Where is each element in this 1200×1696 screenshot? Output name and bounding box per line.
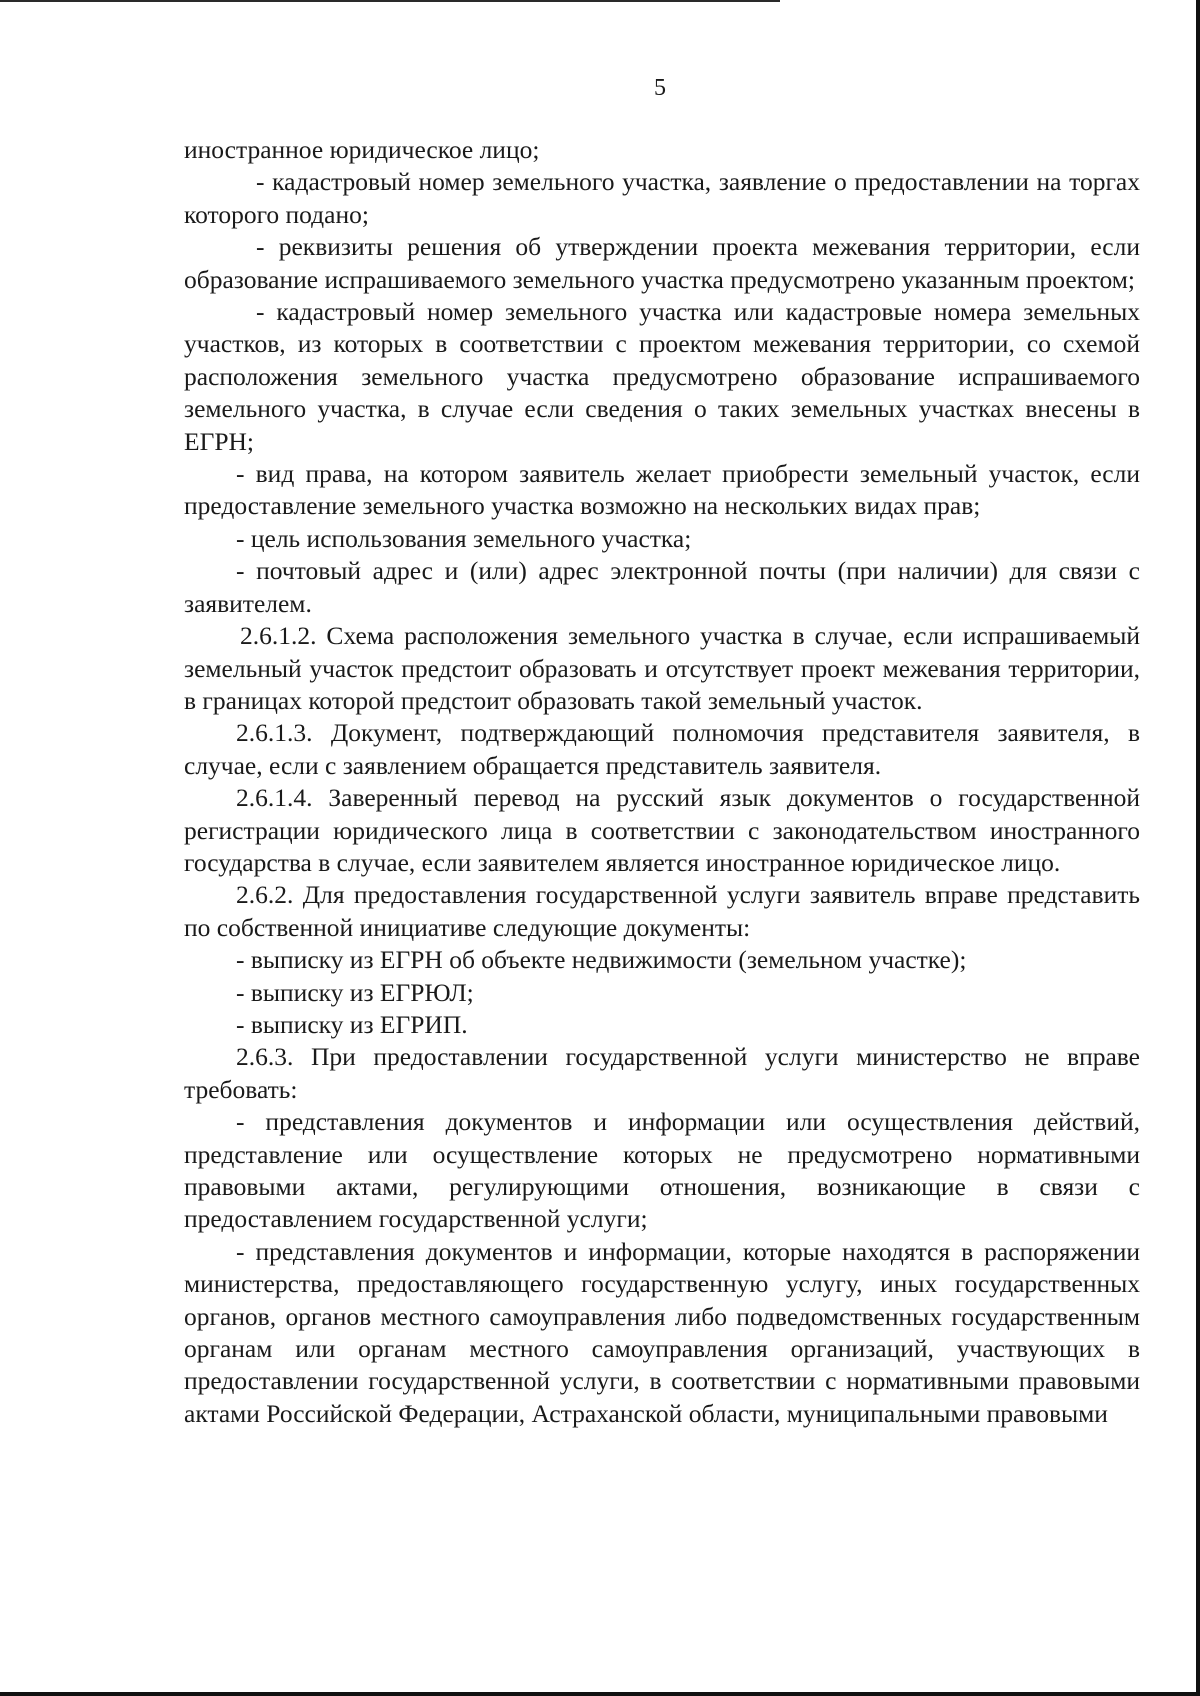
scan-edge-top	[0, 0, 780, 2]
list-item-egrip-extract: - выписку из ЕГРИП.	[236, 1009, 468, 1039]
scan-edge-right	[1196, 0, 1200, 1696]
page-number: 5	[654, 75, 666, 101]
list-item-egrul-extract: - выписку из ЕГРЮЛ;	[236, 977, 474, 1007]
clause-2-6-3: 2.6.3. При предоставлении государственной услуги министерство не вправе требовать:	[184, 1042, 1140, 1104]
clause-2-6-1-3: 2.6.1.3. Документ, подтверждающий полномочия представителя заявителя, в случае, если с заявлением обращается представитель заявителя.	[184, 718, 1140, 780]
list-item-survey-decision: - реквизиты решения об утверждении проекта межевания территории, если образование испрашиваемого земельного участка предусмотрено указанным проектом;	[184, 232, 1140, 294]
list-item-cadastral-number: - кадастровый номер земельного участка, заявление о предоставлении на торгах которого подано;	[184, 167, 1140, 229]
list-item-no-unlawful-documents: - представления документов и информации или осуществления действий, представление или осуществление которых не предусмотрено нормативными правовыми актами, регулирующими отношения, возникающие в связи с предоставлением государственной услуги;	[184, 1107, 1140, 1234]
list-item-right-type: - вид права, на котором заявитель желает приобрести земельный участок, если предоставление земельного участка возможно на нескольких видах прав;	[184, 459, 1140, 521]
list-item-contact-address: - почтовый адрес и (или) адрес электронной почты (при наличии) для связи с заявителем.	[184, 556, 1140, 618]
scan-edge-bottom	[0, 1692, 1200, 1696]
clause-2-6-1-2: 2.6.1.2. Схема расположения земельного участка в случае, если испрашиваемый земельный участок предстоит образовать и отсутствует проект межевания территории, в границах которой предстоит образовать такой земельный участок.	[184, 621, 1140, 715]
clause-2-6-2: 2.6.2. Для предоставления государственной услуги заявитель вправе представить по собственной инициативе следующие документы:	[184, 880, 1140, 942]
list-item-cadastral-numbers: - кадастровый номер земельного участка или кадастровые номера земельных участков, из которых в соответствии с проектом межевания территории, со схемой расположения земельного участка предусмотрено образование испрашиваемого земельного участка, в случае если сведения о таких земельных участках внесены в ЕГРН;	[184, 297, 1140, 456]
list-item-no-available-documents: - представления документов и информации, которые находятся в распоряжении министерства, предоставляющего государственную услугу, иных государственных органов, органов местного самоуправления либо подведомственных государственным органам или органам местного самоуправления организаций, участвующих в предоставлении государственной услуги, в соответствии с нормативными правовыми актами Российской Федерации, Астраханской области, муниципальными правовыми	[184, 1236, 1140, 1428]
list-item-usage-purpose: - цель использования земельного участка;	[236, 523, 692, 553]
paragraph-continuation: иностранное юридическое лицо;	[184, 135, 540, 164]
list-item-egrn-extract: - выписку из ЕГРН об объекте недвижимости (земельном участке);	[236, 945, 967, 975]
clause-2-6-1-4: 2.6.1.4. Заверенный перевод на русский язык документов о государственной регистрации юридического лица в соответствии с законодательством иностранного государства в случае, если заявителем является иностранное юридическое лицо.	[184, 783, 1140, 877]
document-body	[184, 134, 1140, 1430]
